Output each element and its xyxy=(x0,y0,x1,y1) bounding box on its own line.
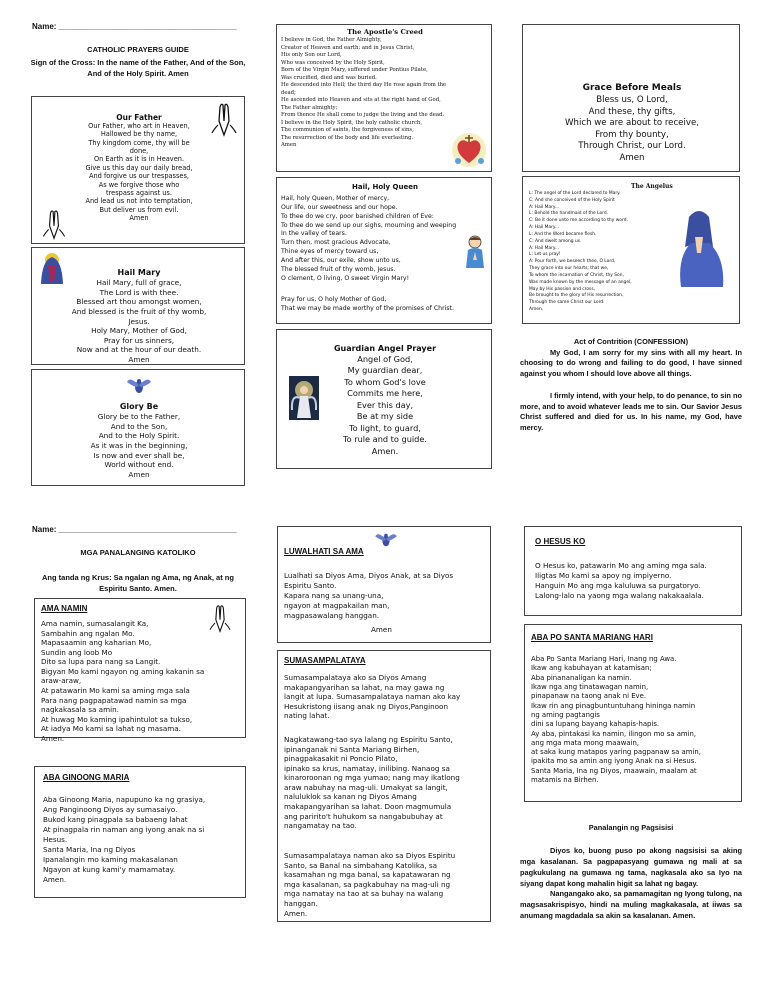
hail-mary-text: Hail Mary, full of grace, The Lord is with thee. Blessed art thou amongst women, And blessed is the fruit of thy womb, Jesus. Holy Mary, Mother of God, Pray for us sinners, Now and at the hour of our death. Amen xyxy=(71,278,207,364)
glory-be-text: Glory be to the Father, And to the Son, And to the Holy Spirit. As it was in the beginning, Is now and ever shall be, World without end. Amen xyxy=(90,412,188,479)
glory-be-title: Glory Be xyxy=(119,402,159,411)
grace-text: Bless us, O Lord, And these, thy gifts, Which we are about to receive, From thy bounty, Through Christ, our Lord. Amen xyxy=(565,95,699,163)
pagsisisi-title: Panalangin ng Pagsisisi xyxy=(588,823,674,832)
sumasampalataya-title: SUMASAMPALATAYA xyxy=(284,656,366,665)
apostles-creed-text: I believe in God, the Father Almighty, Creator of Heaven and earth; and in Jesus Christ, His only Son our Lord, Who was conceived by the Holy Spirit, Born of the Virgin Mary, suffered under Pontius Pilate, Was crucified, died and was buried. He descended into Hell; the third day He rose again from the dead; He ascended into Heaven and sits at the right hand of God, The Father almighty; From thence He shall come to judge the living and the dead. I believe in the Holy Spirit, the holy catholic church, The communion of saints, the forgiveness of sins, The resurrection of the body and life everlasting. Amen xyxy=(281,37,447,149)
praying-child-icon xyxy=(461,234,489,270)
o-hesus-ko-text: O Hesus ko, patawarin Mo ang aming mga sala. Iligtas Mo kami sa apoy ng impiyerno. Hanguin Mo ang mga kaluluwa sa purgatoryo. Lalong-lalo na yaong mga walang nakakaalala. xyxy=(535,561,707,600)
our-father-text: Our Father, who art in Heaven, Hallowed be thy name, Thy kingdom come, thy will be done, On Earth as it is in Heaven. Give us this day our daily bread, And forgive us our trespasses, As we forgive those who trespass against us. And lead us not into temptation, But deliver us from evil. Amen xyxy=(85,122,193,222)
grace-before-meals-card xyxy=(522,24,740,172)
angelus-card xyxy=(522,176,740,324)
aba-ginoong-maria-card xyxy=(34,766,246,898)
tanda-ng-krus-text: Ang tanda ng Krus: Sa ngalan ng Ama, ng Anak, at ng Espiritu Santo. Amen. xyxy=(42,573,234,593)
dove-icon xyxy=(372,531,400,549)
luwalhati-text: Lualhati sa Diyos Ama, Diyos Anak, at sa Diyos Espiritu Santo. Kapara nang sa unang-una, ngayon at magpakailan man, magpasawalang hanggan. xyxy=(284,571,454,620)
angelus-title: The Angelus xyxy=(631,183,673,190)
aba-po-title: ABA PO SANTA MARIANG HARI xyxy=(531,633,653,642)
glory-be-card xyxy=(31,369,245,486)
page-heading-bottom: MGA PANALANGING KATOLIKO xyxy=(80,548,196,557)
our-father-title: Our Father xyxy=(116,113,162,122)
sumasampalataya-card xyxy=(277,650,491,922)
pagsisisi-paragraph-1: Diyos ko, buong puso po akong nagsisisi sa aking mga kasalanan. Sa pagpapasyang gumawa ng mali at sa pagkukulang na gumawa ng tama, nagkasala ako sa Iyo na siyang dapat kong mahalin higit sa lahat ng bagay. xyxy=(520,845,742,888)
ama-namin-card xyxy=(34,598,246,743)
hail-holy-queen-card xyxy=(276,177,492,324)
sign-of-cross-text: Sign of the Cross: In the name of the Father, And of the Son, And of the Holy Spirit. Amen xyxy=(30,58,246,78)
angelus-text: L: The angel of the Lord declared to Mary. C: And she conceived of the Holy Spirit A: Hail Mary... L: Behold the handmaid of the Lord. C: Be it done unto me according to thy word. A: Hail Mary... L: And the Word became flesh. C: And dwelt among us. A: Hail Mary... L: Let us pray! A: Pour forth, we beseech thee, O Lord, They grace into our hearts; that we, To whom the incarnation of Christ, thy Son, Was made known by the message of an angel, May by His passion and cross, Be brought to the glory of His resurrection, Through the same Christ our Lord. Amen. xyxy=(529,191,632,313)
aba-ginoong-maria-title: ABA GINOONG MARIA xyxy=(43,773,130,782)
aba-po-santa-mariang-hari-card xyxy=(524,624,742,802)
page-heading-top: CATHOLIC PRAYERS GUIDE xyxy=(87,45,189,54)
o-hesus-ko-card xyxy=(524,526,742,616)
apostles-creed-card xyxy=(276,24,492,172)
dove-icon xyxy=(126,376,152,396)
guardian-angel-card xyxy=(276,329,492,469)
o-hesus-ko-title: O HESUS KO xyxy=(535,537,586,546)
sumasampalataya-paragraph-2: Nagkatawang-tao sya lalang ng Espiritu Santo, ipinanganak ni Santa Mariang Birhen, pinagpakasakit ni Poncio Pilato, ipinako sa krus, namatay, inilibing. Nanaog sa kinaroroonan ng mga yumao; nang may ikatlong araw nabuhay na mag-uli. Umakyat sa langit, naluluklok sa kanan ng Diyos Amang makapangyarihan sa lahat. Doon magmumula ang paririto't huhukom sa nangabubuhay at nangamatay na tao. xyxy=(284,735,460,831)
hail-holy-queen-closing: Pray for us, O holy Mother of God, That we may be made worthy of the promises of Christ. xyxy=(281,296,454,312)
our-father-card xyxy=(31,96,245,244)
luwalhati-title: LUWALHATI SA AMA xyxy=(284,547,364,556)
sumasampalataya-paragraph-3: Sumasampalataya naman ako sa Diyos Espiritu Santo, sa Banal na simbahang Katolika, sa kasamahan ng mga banal, sa kapatawaran ng mga kasalanan, sa pagkabuhay na mag-uli ng mga namatay na tao at sa buhay na walang hanggan. xyxy=(284,851,456,908)
sumasampalataya-amen: Amen. xyxy=(284,909,308,918)
hail-mary-title: Hail Mary xyxy=(117,268,161,277)
hail-mary-card xyxy=(31,247,245,365)
aba-ginoong-maria-text: Aba Ginoong Maria, napupuno ka ng grasiya, Ang Panginoong Diyos ay sumasaiyo. Bukod kang pinagpala sa babaeng lahat At pinagpala rin naman ang iyong anak na si Hesus. Santa Maria, Ina ng Diyos Ipanalangin mo kaming makasalanan Ngayon at kung kami'y mamamatay. Amen. xyxy=(43,795,206,884)
hail-holy-queen-text: Hail, holy Queen, Mother of mercy, Our life, our sweetness and our hope. To thee do we cry, poor banished children of Eve: To thee do we send up our sighs, mourning and weeping In the valley of tears. Turn then, most gracious Advocate, Thine eyes of mercy toward us, And after this, our exile, show unto us, The blessed fruit of thy womb, Jesus. O clement, O living, O sweet Virgin Mary! xyxy=(281,195,457,282)
act-of-contrition-section xyxy=(520,337,742,434)
guardian-angel-text: Angel of God, My guardian dear, To whom God's love Commits me here, Ever this day, Be at my side To light, to guard, To rule and to guide. Amen. xyxy=(342,354,428,456)
praying-hands-icon xyxy=(205,603,235,633)
name-field-top: Name: ________________________________________ xyxy=(32,22,237,31)
aba-po-text: Aba Po Santa Mariang Hari, Inang ng Awa. Ikaw ang kabuhayan at katamisan; Aba pinananaligan ka namin. Ikaw nga ang tinatawagan namin, pinapanaw na taong anak ni Eve. Ikaw rin ang pinagbuntuntuhang hininga namin ng aming pagtangis dini sa lupang bayang kahapis-hapis. Ay aba, pintakasi ka namin, ilingon mo sa amin, ang mga mata mong maawain, at saka kung matapos yaring pagpanaw sa amin, ipakita mo sa amin ang iyong Anak na si Hesus. Santa Maria, Ina ng Diyos, maawain, maalam at matamis na Birhen. xyxy=(531,655,701,785)
act-of-contrition-paragraph-2: I firmly intend, with your help, to do penance, to sin no more, and to avoid whatever leads me to sin. Our Savior Jesus Christ suffered and died for us. In his name, my God, have mercy. xyxy=(520,390,742,433)
ama-namin-text: Ama namin, sumasalangit Ka, Sambahin ang ngalan Mo. Mapasaamin ang kaharian Mo, Sundin ang loob Mo Dito sa lupa para nang sa Langit. Bigyan Mo kami ngayon ng aming kakanin sa araw-araw, At patawarin Mo kami sa aming mga sala Para nang pagpapatawad namin sa mga nagkakasala sa amin. At huwag Mo kaming ipahintulot sa tukso, At iadya Mo kami sa lahat ng masama. Amen. xyxy=(41,619,205,743)
act-of-contrition-title: Act of Contrition (CONFESSION) xyxy=(573,337,689,346)
pagsisisi-section xyxy=(520,823,742,922)
luwalhati-amen: Amen xyxy=(371,625,392,634)
name-field-bottom: Name: ________________________________________ xyxy=(32,525,237,534)
grace-title: Grace Before Meals xyxy=(582,83,682,93)
praying-mary-icon xyxy=(669,207,731,289)
apostles-creed-title: The Apostle's Creed xyxy=(347,28,423,36)
sumasampalataya-paragraph-1: Sumasampalataya ako sa Diyos Amang makapangyarihan sa lahat, na may gawa ng langit at lupa. Sumasampalataya naman ako kay Hesukristong iisang anak ng Diyos,Panginoon nating lahat. xyxy=(284,673,461,721)
ama-namin-title: AMA NAMIN xyxy=(41,604,88,613)
luwalhati-card xyxy=(277,526,491,643)
guardian-angel-title: Guardian Angel Prayer xyxy=(333,344,437,353)
act-of-contrition-paragraph-1: My God, I am sorry for my sins with all my heart. In choosing to do wrong and failing to do good, I have sinned against you whom I should love above all things. xyxy=(520,347,742,379)
pagsisisi-paragraph-2: Nangangako ako, sa pamamagitan ng Iyong tulong, na magsasakrispisyo, hindi na muling magkakasala, at iiwas sa anumang magdadala sa akin sa kasalanan. Amen. xyxy=(520,889,742,921)
hail-holy-queen-title: Hail, Holy Queen xyxy=(352,183,418,191)
sacred-heart-icon xyxy=(449,131,489,169)
